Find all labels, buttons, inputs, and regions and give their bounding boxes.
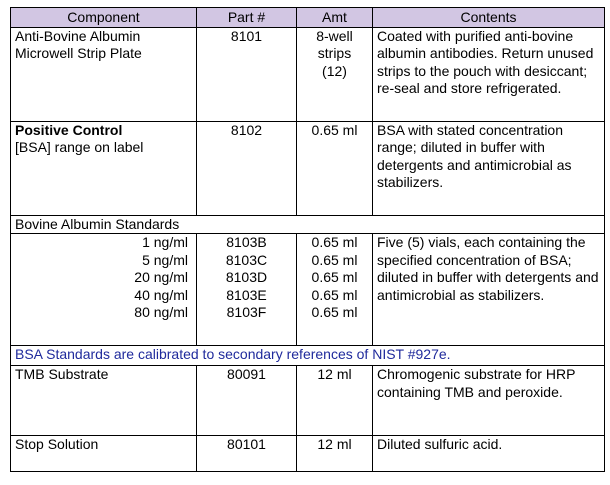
table-row-tmb xyxy=(11,366,605,436)
plate-amt xyxy=(297,27,373,121)
plate-part: 8101 xyxy=(197,27,297,121)
positive-control-part: 8102 xyxy=(197,121,297,215)
header-contents: Contents xyxy=(373,8,605,28)
plate-amt-line3: (12) xyxy=(322,62,347,79)
positive-control-subtitle: [BSA] range on label xyxy=(15,139,144,155)
header-row xyxy=(11,8,605,28)
standard-conc: 80 ng/ml xyxy=(134,304,188,320)
standard-conc: 40 ng/ml xyxy=(134,286,188,303)
standard-amt: 0.65 ml xyxy=(311,269,358,285)
standard-part: 8103E xyxy=(226,286,267,303)
standard-conc: 1 ng/ml xyxy=(142,234,188,250)
positive-control-amt: 0.65 ml xyxy=(297,121,373,215)
stop-amt: 12 ml xyxy=(297,436,373,472)
kit-components-table xyxy=(10,7,605,472)
table-row-standards xyxy=(11,234,605,346)
standard-conc: 5 ng/ml xyxy=(142,251,188,268)
plate-name-line2: Microwell Strip Plate xyxy=(15,45,142,61)
positive-control-title: Positive Control xyxy=(15,121,123,138)
table-row-positive-control xyxy=(11,121,605,215)
plate-name-line1: Anti-Bovine Albumin xyxy=(15,27,141,44)
standard-amt: 0.65 ml xyxy=(311,234,358,250)
standard-amt: 0.65 ml xyxy=(311,304,358,320)
header-amt: Amt xyxy=(297,8,373,28)
standards-contents: Five (5) vials, each containing the specified concentration of BSA; diluted in buffer with detergents and antimicrobial as stabilizers. xyxy=(373,234,605,346)
table-row-stop xyxy=(11,436,605,472)
tmb-contents: Chromogenic substrate for HRP containing TMB and peroxide. xyxy=(373,366,605,436)
tmb-amt: 12 ml xyxy=(297,366,373,436)
header-component: Component xyxy=(11,8,197,28)
standard-amt: 0.65 ml xyxy=(311,286,358,303)
plate-name xyxy=(11,27,197,121)
standard-amt: 0.65 ml xyxy=(311,251,358,268)
header-part: Part # xyxy=(197,8,297,28)
positive-control-contents: BSA with stated concentration range; diluted in buffer with detergents and antimicrobial as stabilizers. xyxy=(373,121,605,215)
standards-title: Bovine Albumin Standards xyxy=(11,215,605,234)
table-row-nist-note xyxy=(11,346,605,366)
stop-part: 80101 xyxy=(197,436,297,472)
standard-part: 8103C xyxy=(225,251,268,268)
standard-part: 8103B xyxy=(226,234,267,250)
standard-conc: 20 ng/ml xyxy=(134,269,188,285)
plate-amt-line2: strips xyxy=(317,45,352,61)
tmb-part: 80091 xyxy=(197,366,297,436)
standards-amts xyxy=(297,234,373,346)
table-row-plate xyxy=(11,27,605,121)
plate-contents: Coated with purified anti-bovine albumin antibodies. Return unused strips to the pouch with desiccant; re-seal and store refrigerated. xyxy=(373,27,605,121)
positive-control-name xyxy=(11,121,197,215)
nist-note: BSA Standards are calibrated to secondary references of NIST #927e. xyxy=(11,346,605,366)
stop-name: Stop Solution xyxy=(11,436,197,472)
tmb-name: TMB Substrate xyxy=(11,366,197,436)
standard-part: 8103F xyxy=(226,304,267,320)
table-row-standards-title xyxy=(11,215,605,234)
plate-amt-line1: 8-well xyxy=(316,27,353,44)
standard-part: 8103D xyxy=(225,269,268,285)
standards-parts xyxy=(197,234,297,346)
stop-contents: Diluted sulfuric acid. xyxy=(373,436,605,472)
standards-concentrations xyxy=(11,234,197,346)
